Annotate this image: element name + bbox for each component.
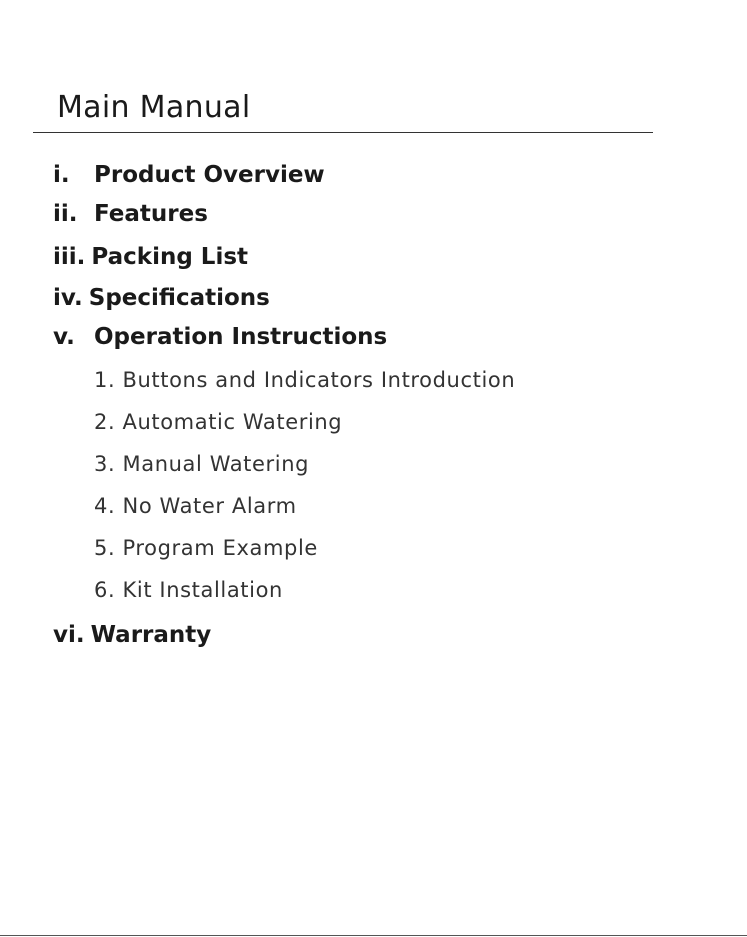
toc-section-warranty [53, 622, 211, 648]
toc-section-number: v. [53, 324, 75, 350]
page-title: Main Manual [57, 90, 251, 125]
toc-section-label: Operation Instructions [94, 324, 388, 350]
toc-section-features [53, 201, 208, 227]
toc-section-number: vi. [53, 622, 85, 648]
toc-section-label: Product Overview [94, 162, 325, 188]
toc-subsection-item: 5. Program Example [94, 536, 318, 560]
toc-section-number: ii. [53, 201, 78, 227]
toc-section-packing-list [53, 244, 248, 270]
toc-subsection-item: 6. Kit Installation [94, 578, 283, 602]
toc-subsection-item: 1. Buttons and Indicators Introduction [94, 368, 516, 392]
toc-section-specifications [53, 285, 270, 311]
toc-subsection-item: 4. No Water Alarm [94, 494, 297, 518]
toc-section-number: iii. [53, 244, 86, 270]
toc-section-label: Features [94, 201, 208, 227]
toc-subsection-item: 3. Manual Watering [94, 452, 310, 476]
toc-section-label: Packing List [91, 244, 249, 270]
toc-section-number: i. [53, 162, 70, 188]
toc-section-number: iv. [53, 285, 83, 311]
toc-section-label: Warranty [90, 622, 212, 648]
toc-subsection-item: 2. Automatic Watering [94, 410, 343, 434]
toc-section-label: Specifications [88, 285, 270, 311]
page-bottom-border [0, 935, 747, 936]
toc-section-product-overview [53, 162, 325, 188]
toc-section-operation-instructions [53, 324, 387, 350]
